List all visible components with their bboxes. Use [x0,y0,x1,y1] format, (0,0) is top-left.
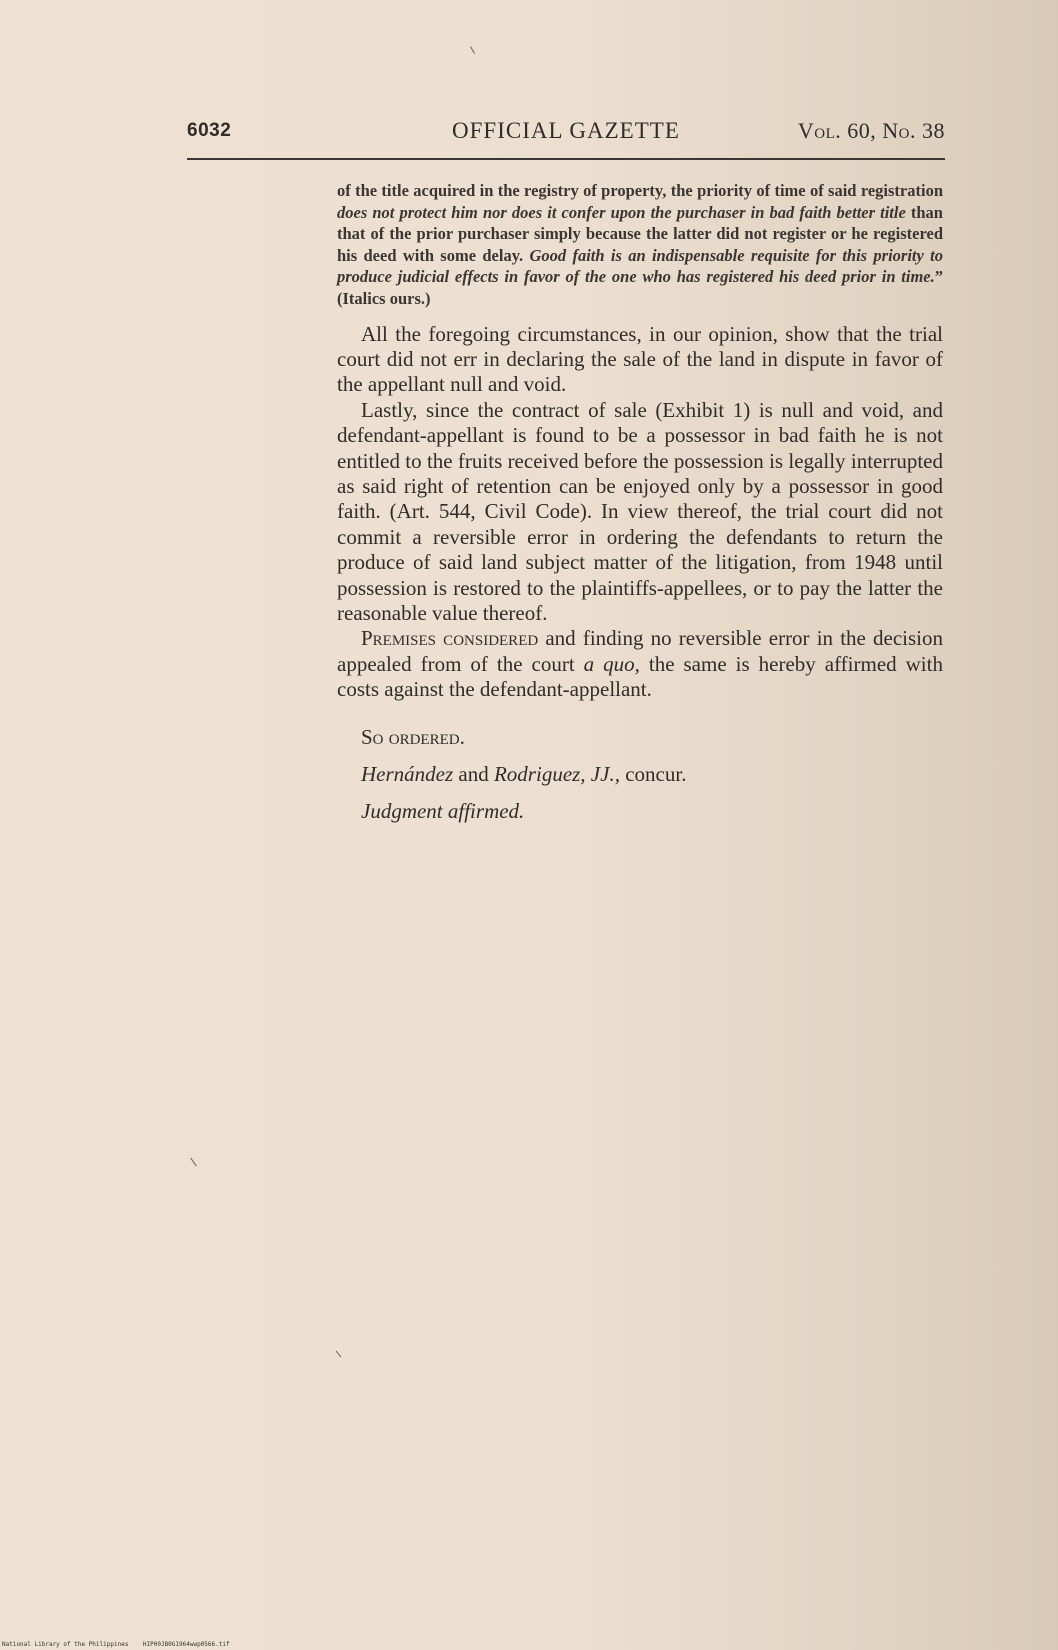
judgment [337,799,943,824]
document-body [337,180,943,824]
volume-issue: Vol. 60, No. 38 [797,118,945,143]
paragraph-conclusion: All the foregoing circumstances, in our opinion, show that the trial court did not err in declaring the sale of the land in dispute in favor of the appellant null and void. [337,321,943,397]
quoted-passage [337,180,943,310]
page-number: 6032 [187,120,232,141]
quote-italic-1: does not protect him nor does it confer upon the purchaser in bad faith better title [337,202,906,222]
quote-text-1: of the title acquired in the registry of property, the priority of time of said registration [337,181,943,200]
journal-title: OFFICIAL GAZETTE [452,118,680,143]
quote-italic-2: Good faith is an indispensable requisite for this priority to produce judicial effects in favor of the one who has registered his deed prior in time. [337,245,943,287]
quote-text-2: than that of the prior purchaser simply because the latter did not register or he registered his deed with some delay. [337,202,943,265]
disposition-text-2: the same is hereby affirmed with costs against the defendant-appellant. [337,651,943,702]
footer-source: National Library of the Philippines [2,1641,129,1648]
concur-and: and [453,761,494,786]
quote-text-3: ” (Italics ours.) [337,267,943,308]
judgment-affirmed: Judgment affirmed. [361,798,525,823]
justice-hernandez: Hernández [361,761,454,786]
a-quo: a quo, [583,651,640,676]
header-rule [187,158,945,160]
justice-rodriguez: Rodriguez, JJ., [493,761,620,786]
scan-speck [470,46,475,53]
scan-speck [336,1351,342,1358]
so-ordered: So ordered. [361,724,465,749]
page-header [187,120,945,154]
scan-speck [190,1158,197,1167]
paragraph-disposition [337,626,943,702]
concurrence [337,762,943,787]
footer-filename: HIP00JB0G1964wwp0566.tif [142,1641,230,1648]
concur-text: concur. [619,761,687,786]
scan-footer [2,1641,230,1648]
paragraph-fruits: Lastly, since the contract of sale (Exhibit 1) is null and void, and defendant-appellant is found to be a possessor in bad faith he is not entitled to the fruits received before the possession is legally interrupted as said right of retention can be enjoyed only by a possessor in good faith. (Art. 544, Civil Code). In view thereof, the trial court did not commit a reversible error in ordering the defendants to return the produce of said land subject matter of the litigation, from 1948 until possession is restored to the plaintiffs-appellees, or to pay the latter the reasonable value thereof. [337,397,943,626]
premises-considered: Premises considered [361,626,539,651]
disposition-text-1: and finding no reversible error in the decision appealed from of the court [337,626,943,676]
